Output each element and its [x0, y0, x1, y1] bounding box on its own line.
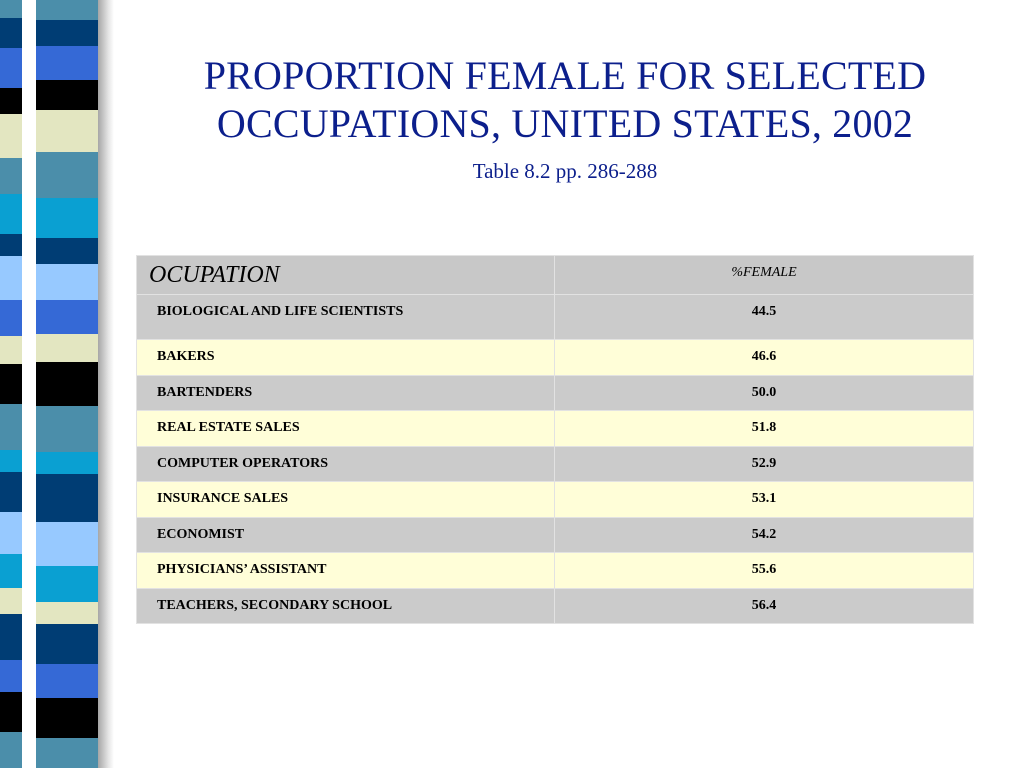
stripe-segment: [0, 234, 22, 256]
stripe-segment: [36, 334, 98, 362]
stripe-segment: [0, 404, 22, 450]
page-title: PROPORTION FEMALE FOR SELECTED OCCUPATIONS, UNITED STATES, 2002: [203, 53, 927, 146]
table-row: [137, 447, 974, 482]
stripe-segment: [36, 362, 98, 406]
stripe-segment: [36, 738, 98, 768]
stripe-segment: [36, 20, 98, 46]
female-cell: 55.6: [555, 553, 974, 589]
stripe-segment: [36, 46, 98, 80]
stripe-segment: [36, 300, 98, 334]
occupation-cell: BIOLOGICAL AND LIFE SCIENTISTS: [137, 295, 555, 340]
occupation-cell: TEACHERS, SECONDARY SCHOOL: [137, 589, 555, 624]
female-cell: 44.5: [555, 295, 974, 340]
stripe-segment: [0, 256, 22, 300]
table-row: [137, 376, 974, 411]
stripe-segment: [36, 238, 98, 264]
stripe-segment: [0, 732, 22, 768]
stripe-segment: [36, 152, 98, 198]
female-cell: 53.1: [555, 482, 974, 518]
occupation-cell: REAL ESTATE SALES: [137, 411, 555, 447]
stripe-segment: [36, 0, 98, 20]
female-cell: 50.0: [555, 376, 974, 411]
occupation-cell: PHYSICIANS’ ASSISTANT: [137, 553, 555, 589]
stripe-segment: [0, 194, 22, 234]
stripe-segment: [0, 614, 22, 660]
stripe-segment: [0, 0, 22, 18]
stripe-segment: [0, 300, 22, 336]
stripe-segment: [36, 80, 98, 110]
stripe-segment: [0, 364, 22, 404]
stripe-segment: [0, 554, 22, 588]
table-row: [137, 295, 974, 340]
table-row: [137, 553, 974, 589]
stripe-segment: [36, 452, 98, 474]
female-cell: 51.8: [555, 411, 974, 447]
female-cell: 54.2: [555, 518, 974, 553]
table-row: [137, 518, 974, 553]
occupation-cell: BARTENDERS: [137, 376, 555, 411]
stripe-segment: [0, 588, 22, 614]
occupation-cell: INSURANCE SALES: [137, 482, 555, 518]
table-header-row: [137, 256, 974, 295]
stripe-shadow: [96, 0, 114, 768]
table-row: [137, 340, 974, 376]
decorative-stripe-band: [0, 0, 120, 768]
stripe-segment: [36, 664, 98, 698]
occupation-cell: BAKERS: [137, 340, 555, 376]
stripe-segment: [0, 512, 22, 554]
stripe-segment: [36, 602, 98, 624]
stripe-segment: [36, 522, 98, 566]
stripe-segment: [36, 698, 98, 738]
header-occupation: OCUPATION: [137, 256, 555, 295]
occupation-table: [136, 255, 974, 624]
table-row: [137, 411, 974, 447]
stripe-segment: [36, 198, 98, 238]
female-cell: 56.4: [555, 589, 974, 624]
occupation-cell: COMPUTER OPERATORS: [137, 447, 555, 482]
table-row: [137, 589, 974, 624]
stripe-segment: [0, 48, 22, 88]
stripe-column-right: [36, 0, 98, 768]
stripe-segment: [0, 472, 22, 512]
stripe-segment: [0, 88, 22, 114]
stripe-segment: [36, 624, 98, 664]
female-cell: 52.9: [555, 447, 974, 482]
stripe-segment: [0, 692, 22, 732]
female-cell: 46.6: [555, 340, 974, 376]
stripe-segment: [36, 566, 98, 602]
stripe-segment: [36, 264, 98, 300]
stripe-segment: [0, 336, 22, 364]
stripe-column-left: [0, 0, 22, 768]
page-subtitle: Table 8.2 pp. 286-288: [472, 159, 658, 183]
stripe-segment: [0, 18, 22, 48]
stripe-segment: [0, 450, 22, 472]
stripe-segment: [36, 474, 98, 522]
table-row: [137, 482, 974, 518]
stripe-segment: [36, 406, 98, 452]
stripe-segment: [0, 114, 22, 158]
occupation-cell: ECONOMIST: [137, 518, 555, 553]
header-female: %FEMALE: [555, 256, 974, 295]
stripe-segment: [36, 110, 98, 152]
stripe-segment: [0, 660, 22, 692]
stripe-segment: [0, 158, 22, 194]
